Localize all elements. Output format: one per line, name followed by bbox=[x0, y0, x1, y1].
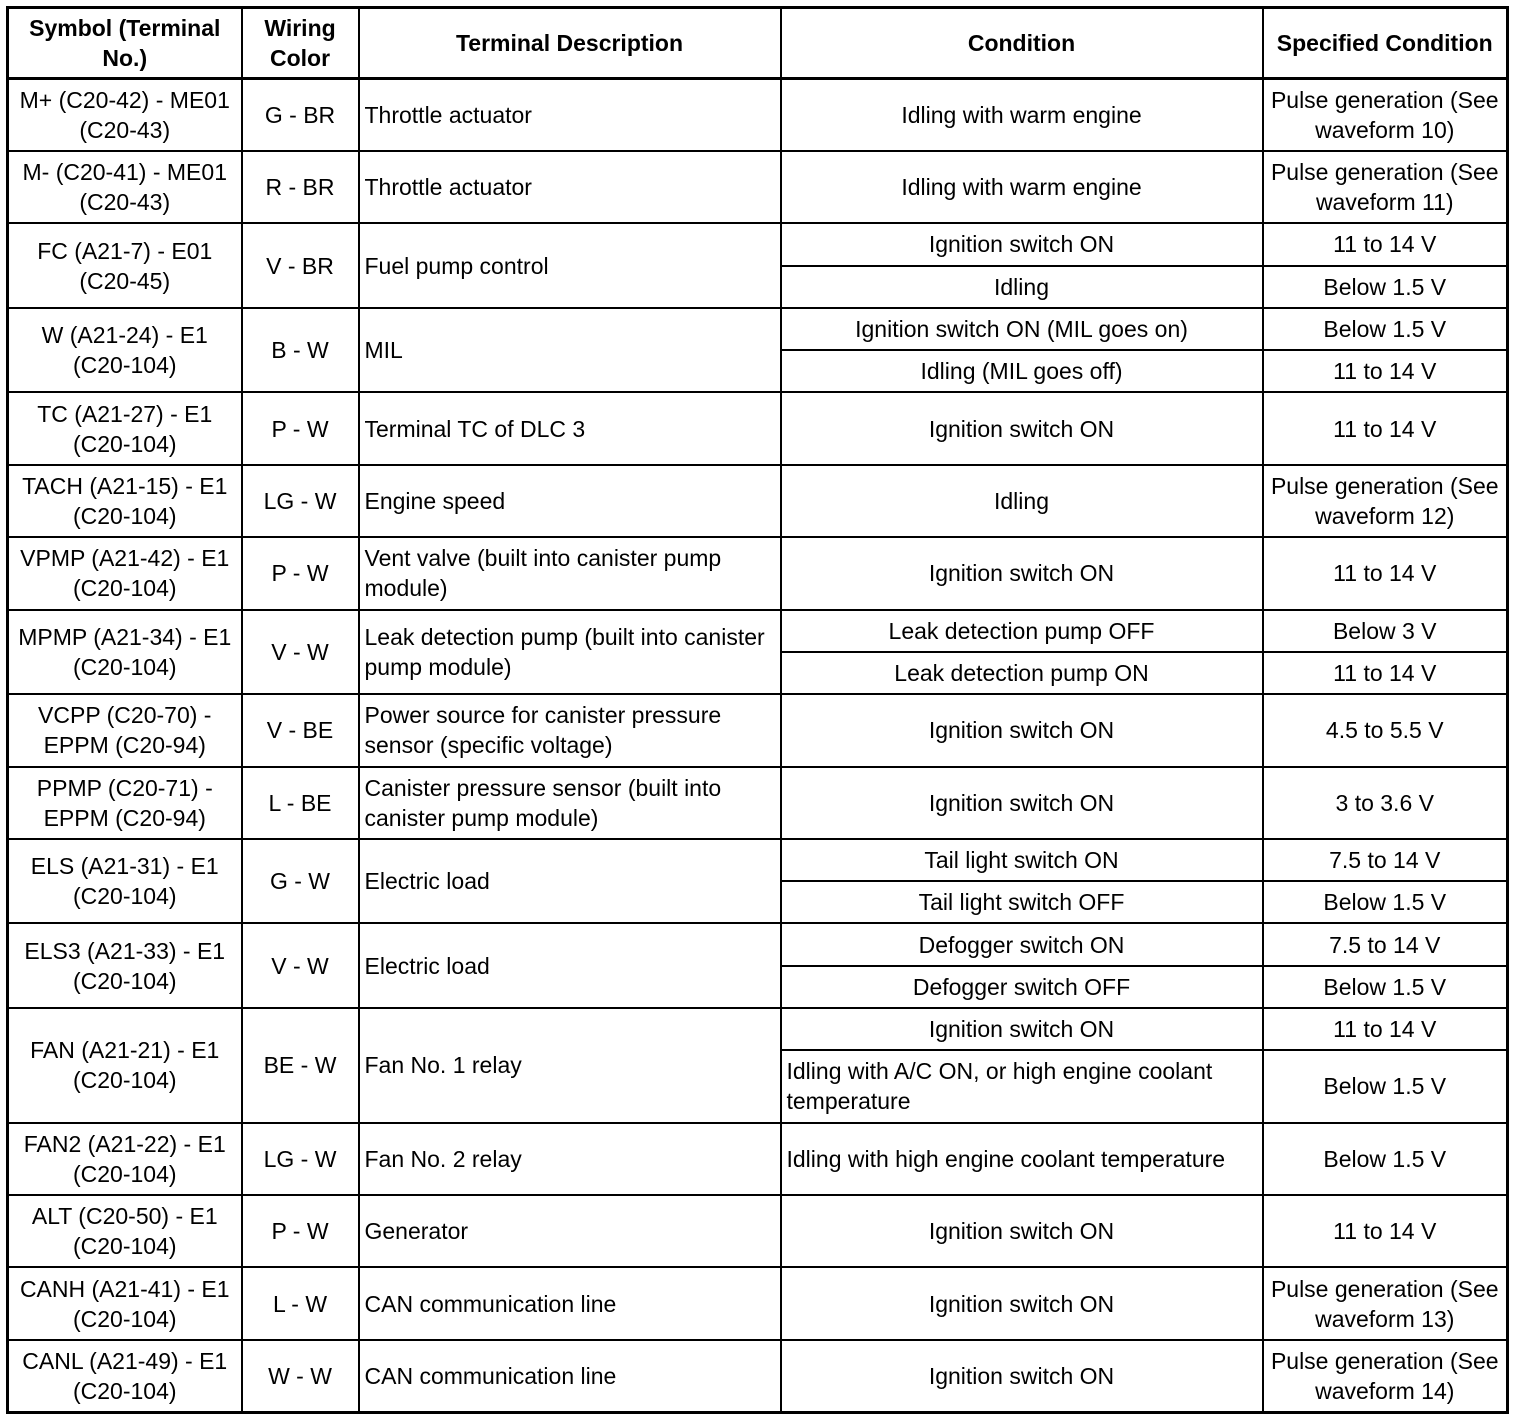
header-symbol: Symbol (Terminal No.) bbox=[8, 8, 242, 79]
cell-specified-condition: 7.5 to 14 V bbox=[1263, 839, 1508, 881]
cell-terminal-description: Leak detection pump (built into canister pump module) bbox=[359, 610, 781, 695]
terminal-table bbox=[6, 6, 1509, 1414]
cell-specified-condition: 4.5 to 5.5 V bbox=[1263, 694, 1508, 766]
cell-terminal-description: Terminal TC of DLC 3 bbox=[359, 392, 781, 464]
cell-terminal-description: Vent valve (built into canister pump module) bbox=[359, 537, 781, 609]
cell-wiring-color: P - W bbox=[242, 392, 359, 464]
cell-wiring-color: V - BR bbox=[242, 223, 359, 308]
cell-condition: Idling with A/C ON, or high engine coolant temperature bbox=[781, 1050, 1263, 1122]
cell-symbol: PPMP (C20-71) - EPPM (C20-94) bbox=[8, 767, 242, 839]
cell-specified-condition: Below 1.5 V bbox=[1263, 1123, 1508, 1195]
table-row bbox=[8, 694, 1508, 766]
cell-condition: Ignition switch ON bbox=[781, 767, 1263, 839]
cell-condition: Leak detection pump OFF bbox=[781, 610, 1263, 652]
table-row bbox=[8, 1008, 1508, 1050]
cell-wiring-color: L - BE bbox=[242, 767, 359, 839]
table-row bbox=[8, 1267, 1508, 1339]
cell-terminal-description: Canister pressure sensor (built into canister pump module) bbox=[359, 767, 781, 839]
cell-symbol: FAN (A21-21) - E1 (C20-104) bbox=[8, 1008, 242, 1123]
cell-wiring-color: BE - W bbox=[242, 1008, 359, 1123]
table-row bbox=[8, 537, 1508, 609]
cell-terminal-description: Throttle actuator bbox=[359, 79, 781, 151]
table-row bbox=[8, 1195, 1508, 1267]
cell-terminal-description: Fan No. 2 relay bbox=[359, 1123, 781, 1195]
cell-wiring-color: LG - W bbox=[242, 1123, 359, 1195]
cell-wiring-color: B - W bbox=[242, 308, 359, 393]
cell-wiring-color: G - W bbox=[242, 839, 359, 924]
cell-terminal-description: Throttle actuator bbox=[359, 151, 781, 223]
cell-specified-condition: Below 1.5 V bbox=[1263, 308, 1508, 350]
cell-specified-condition: Below 1.5 V bbox=[1263, 266, 1508, 308]
cell-specified-condition: 11 to 14 V bbox=[1263, 537, 1508, 609]
cell-symbol: M- (C20-41) - ME01 (C20-43) bbox=[8, 151, 242, 223]
cell-symbol: TC (A21-27) - E1 (C20-104) bbox=[8, 392, 242, 464]
table-row bbox=[8, 223, 1508, 265]
cell-wiring-color: L - W bbox=[242, 1267, 359, 1339]
cell-condition: Ignition switch ON bbox=[781, 392, 1263, 464]
cell-wiring-color: P - W bbox=[242, 537, 359, 609]
cell-condition: Defogger switch ON bbox=[781, 923, 1263, 965]
cell-wiring-color: LG - W bbox=[242, 465, 359, 537]
cell-symbol: ELS (A21-31) - E1 (C20-104) bbox=[8, 839, 242, 924]
cell-wiring-color: V - W bbox=[242, 610, 359, 695]
cell-specified-condition: 7.5 to 14 V bbox=[1263, 923, 1508, 965]
table-header bbox=[8, 8, 1508, 79]
cell-specified-condition: Below 1.5 V bbox=[1263, 966, 1508, 1008]
cell-symbol: VCPP (C20-70) - EPPM (C20-94) bbox=[8, 694, 242, 766]
header-specified-condition: Specified Condition bbox=[1263, 8, 1508, 79]
cell-specified-condition: Pulse generation (See waveform 10) bbox=[1263, 79, 1508, 151]
cell-wiring-color: G - BR bbox=[242, 79, 359, 151]
cell-specified-condition: Below 3 V bbox=[1263, 610, 1508, 652]
cell-condition: Ignition switch ON bbox=[781, 1008, 1263, 1050]
cell-condition: Idling with warm engine bbox=[781, 79, 1263, 151]
cell-condition: Ignition switch ON bbox=[781, 1340, 1263, 1413]
table-row bbox=[8, 610, 1508, 652]
cell-symbol: CANL (A21-49) - E1 (C20-104) bbox=[8, 1340, 242, 1413]
cell-condition: Ignition switch ON bbox=[781, 223, 1263, 265]
cell-terminal-description: Generator bbox=[359, 1195, 781, 1267]
cell-specified-condition: 11 to 14 V bbox=[1263, 1195, 1508, 1267]
cell-symbol: M+ (C20-42) - ME01 (C20-43) bbox=[8, 79, 242, 151]
table-body bbox=[8, 79, 1508, 1413]
table-row bbox=[8, 392, 1508, 464]
cell-terminal-description: Electric load bbox=[359, 923, 781, 1008]
table-row bbox=[8, 465, 1508, 537]
cell-specified-condition: 11 to 14 V bbox=[1263, 652, 1508, 694]
cell-condition: Tail light switch ON bbox=[781, 839, 1263, 881]
cell-wiring-color: R - BR bbox=[242, 151, 359, 223]
cell-symbol: TACH (A21-15) - E1 (C20-104) bbox=[8, 465, 242, 537]
cell-specified-condition: Below 1.5 V bbox=[1263, 1050, 1508, 1122]
cell-specified-condition: Pulse generation (See waveform 13) bbox=[1263, 1267, 1508, 1339]
cell-condition: Idling bbox=[781, 465, 1263, 537]
table-row bbox=[8, 1340, 1508, 1413]
header-terminal-description: Terminal Description bbox=[359, 8, 781, 79]
cell-terminal-description: Electric load bbox=[359, 839, 781, 924]
cell-condition: Ignition switch ON bbox=[781, 537, 1263, 609]
cell-condition: Ignition switch ON bbox=[781, 694, 1263, 766]
cell-symbol: VPMP (A21-42) - E1 (C20-104) bbox=[8, 537, 242, 609]
cell-wiring-color: V - W bbox=[242, 923, 359, 1008]
cell-specified-condition: Pulse generation (See waveform 12) bbox=[1263, 465, 1508, 537]
header-wiring-color: Wiring Color bbox=[242, 8, 359, 79]
cell-condition: Ignition switch ON (MIL goes on) bbox=[781, 308, 1263, 350]
cell-specified-condition: 11 to 14 V bbox=[1263, 1008, 1508, 1050]
cell-condition: Tail light switch OFF bbox=[781, 881, 1263, 923]
cell-terminal-description: Engine speed bbox=[359, 465, 781, 537]
cell-specified-condition: Pulse generation (See waveform 11) bbox=[1263, 151, 1508, 223]
cell-condition: Idling with high engine coolant temperature bbox=[781, 1123, 1263, 1195]
cell-condition: Idling bbox=[781, 266, 1263, 308]
cell-specified-condition: 11 to 14 V bbox=[1263, 392, 1508, 464]
cell-specified-condition: Below 1.5 V bbox=[1263, 881, 1508, 923]
cell-specified-condition: 3 to 3.6 V bbox=[1263, 767, 1508, 839]
cell-symbol: ELS3 (A21-33) - E1 (C20-104) bbox=[8, 923, 242, 1008]
cell-terminal-description: Fan No. 1 relay bbox=[359, 1008, 781, 1123]
cell-specified-condition: 11 to 14 V bbox=[1263, 223, 1508, 265]
cell-specified-condition: Pulse generation (See waveform 14) bbox=[1263, 1340, 1508, 1413]
cell-specified-condition: 11 to 14 V bbox=[1263, 350, 1508, 392]
table-row bbox=[8, 308, 1508, 350]
cell-symbol: CANH (A21-41) - E1 (C20-104) bbox=[8, 1267, 242, 1339]
cell-symbol: FC (A21-7) - E01 (C20-45) bbox=[8, 223, 242, 308]
cell-condition: Idling with warm engine bbox=[781, 151, 1263, 223]
table-row bbox=[8, 923, 1508, 965]
cell-symbol: MPMP (A21-34) - E1 (C20-104) bbox=[8, 610, 242, 695]
cell-condition: Idling (MIL goes off) bbox=[781, 350, 1263, 392]
cell-terminal-description: Power source for canister pressure sensor (specific voltage) bbox=[359, 694, 781, 766]
cell-wiring-color: W - W bbox=[242, 1340, 359, 1413]
cell-wiring-color: P - W bbox=[242, 1195, 359, 1267]
table-row bbox=[8, 1123, 1508, 1195]
cell-condition: Ignition switch ON bbox=[781, 1267, 1263, 1339]
header-row bbox=[8, 8, 1508, 79]
cell-terminal-description: CAN communication line bbox=[359, 1340, 781, 1413]
cell-symbol: W (A21-24) - E1 (C20-104) bbox=[8, 308, 242, 393]
cell-condition: Leak detection pump ON bbox=[781, 652, 1263, 694]
cell-terminal-description: CAN communication line bbox=[359, 1267, 781, 1339]
cell-condition: Ignition switch ON bbox=[781, 1195, 1263, 1267]
cell-terminal-description: MIL bbox=[359, 308, 781, 393]
table-row bbox=[8, 839, 1508, 881]
cell-condition: Defogger switch OFF bbox=[781, 966, 1263, 1008]
cell-wiring-color: V - BE bbox=[242, 694, 359, 766]
cell-symbol: ALT (C20-50) - E1 (C20-104) bbox=[8, 1195, 242, 1267]
cell-terminal-description: Fuel pump control bbox=[359, 223, 781, 308]
table-row bbox=[8, 767, 1508, 839]
header-condition: Condition bbox=[781, 8, 1263, 79]
table-row bbox=[8, 151, 1508, 223]
cell-symbol: FAN2 (A21-22) - E1 (C20-104) bbox=[8, 1123, 242, 1195]
table-row bbox=[8, 79, 1508, 151]
